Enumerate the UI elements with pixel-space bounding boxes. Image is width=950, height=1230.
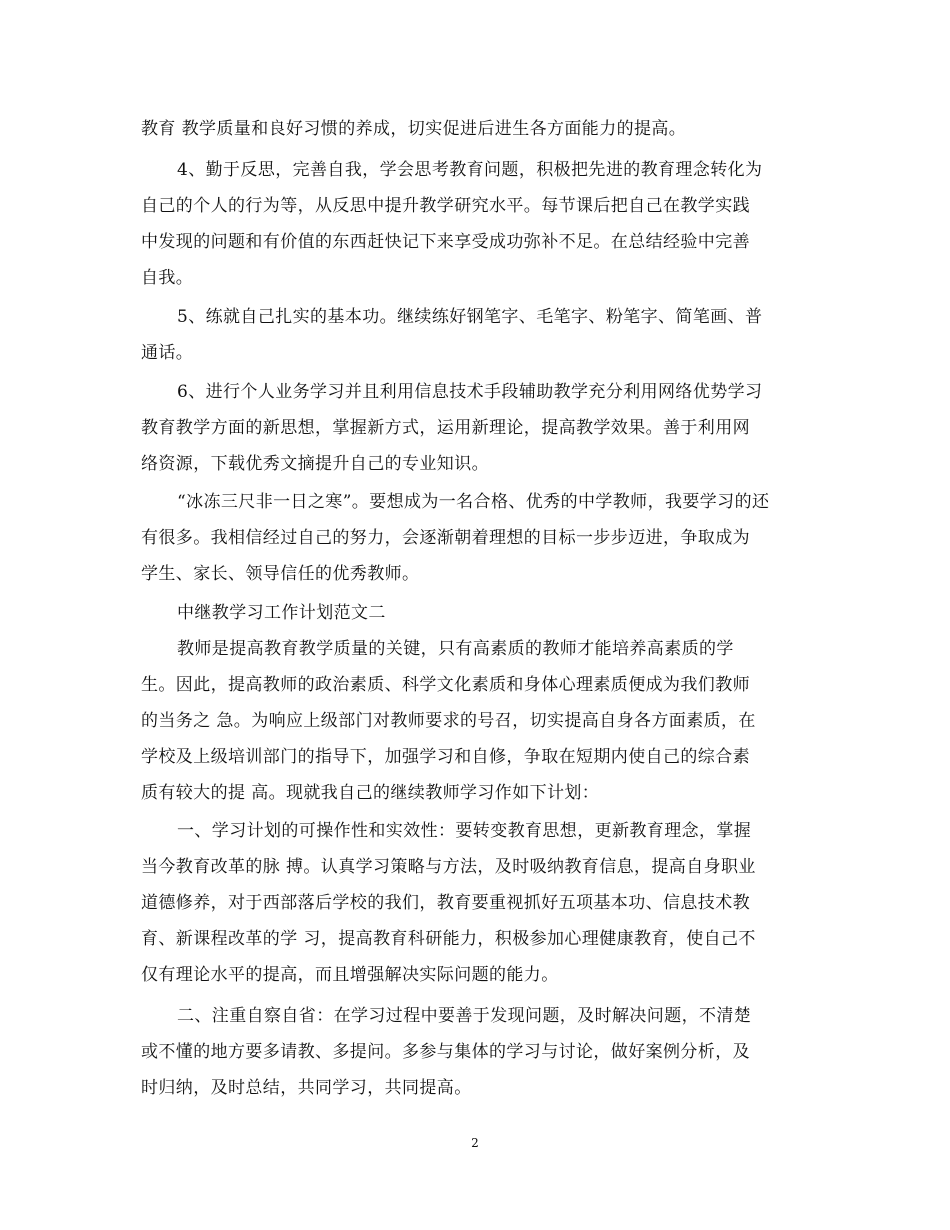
text-line: 自己的个人的行为等，从反思中提升教学研究水平。每节课后把自己在教学实践 <box>141 196 750 216</box>
text-line: 二、注重自察自省：在学习过程中要善于发现问题，及时解决问题，不清楚 <box>177 1006 752 1026</box>
text-line: 道德修养，对于西部落后学校的我们，教育要重视抓好五项基本功、信息技术教 <box>141 893 750 913</box>
text-line: 学生、家长、领导信任的优秀教师。 <box>141 564 420 584</box>
text-line: 4、勤于反思，完善自我，学会思考教育问题，积极把先进的教育理念转化为 <box>177 160 763 180</box>
section-heading: 中继教学习工作计划范文二 <box>177 603 386 623</box>
text-line: 中发现的问题和有价值的东西赶快记下来享受成功弥补不足。在总结经验中完善 <box>141 232 750 252</box>
text-line: 5、练就自己扎实的基本功。继续练好钢笔字、毛笔字、粉笔字、简笔画、普 <box>177 307 763 327</box>
text-line: 生。因此，提高教师的政治素质、科学文化素质和身体心理素质便成为我们教师 <box>141 675 750 695</box>
text-line: 教育 教学质量和良好习惯的养成，切实促进后进生各方面能力的提高。 <box>141 119 687 139</box>
text-line: 时归纳，及时总结，共同学习，共同提高。 <box>141 1078 472 1098</box>
text-line: 有很多。我相信经过自己的努力，会逐渐朝着理想的目标一步步迈进，争取成为 <box>141 528 750 548</box>
text-line: 学校及上级培训部门的指导下，加强学习和自修，争取在短期内使自己的综合素 <box>141 747 750 767</box>
text-line: 教师是提高教育教学质量的关键，只有高素质的教师才能培养高素质的学 <box>177 639 734 659</box>
text-line: 质有较大的提 高。现就我自己的继续教师学习作如下计划： <box>141 783 600 803</box>
text-line: 育、新课程改革的学 习，提高教育科研能力，积极参加心理健康教育，使自己不 <box>141 929 756 949</box>
text-line: “冰冻三尺非一日之寒”。要想成为一名合格、优秀的中学教师，我要学习的还 <box>177 492 770 512</box>
text-line: 仅有理论水平的提高，而且增强解决实际问题的能力。 <box>141 965 559 985</box>
text-line: 的当务之 急。为响应上级部门对教师要求的号召，切实提高自身各方面素质，在 <box>141 711 756 731</box>
text-line: 自我。 <box>141 268 194 288</box>
text-line: 通话。 <box>141 343 194 363</box>
page-number: 2 <box>471 1136 479 1150</box>
text-line: 一、学习计划的可操作性和实效性：要转变教育思想，更新教育理念，掌握 <box>177 821 752 841</box>
text-line: 当今教育改革的脉 搏。认真学习策略与方法，及时吸纳教育信息，提高自身职业 <box>141 857 756 877</box>
text-line: 或不懂的地方要多请教、多提问。多参与集体的学习与讨论，做好案例分析，及 <box>141 1042 750 1062</box>
text-line: 络资源，下载优秀文摘提升自己的专业知识。 <box>141 454 489 474</box>
text-line: 6、进行个人业务学习并且利用信息技术手段辅助教学充分利用网络优势学习 <box>177 382 763 402</box>
text-line: 教育教学方面的新思想，掌握新方式，运用新理论，提高教学效果。善于利用网 <box>141 418 750 438</box>
